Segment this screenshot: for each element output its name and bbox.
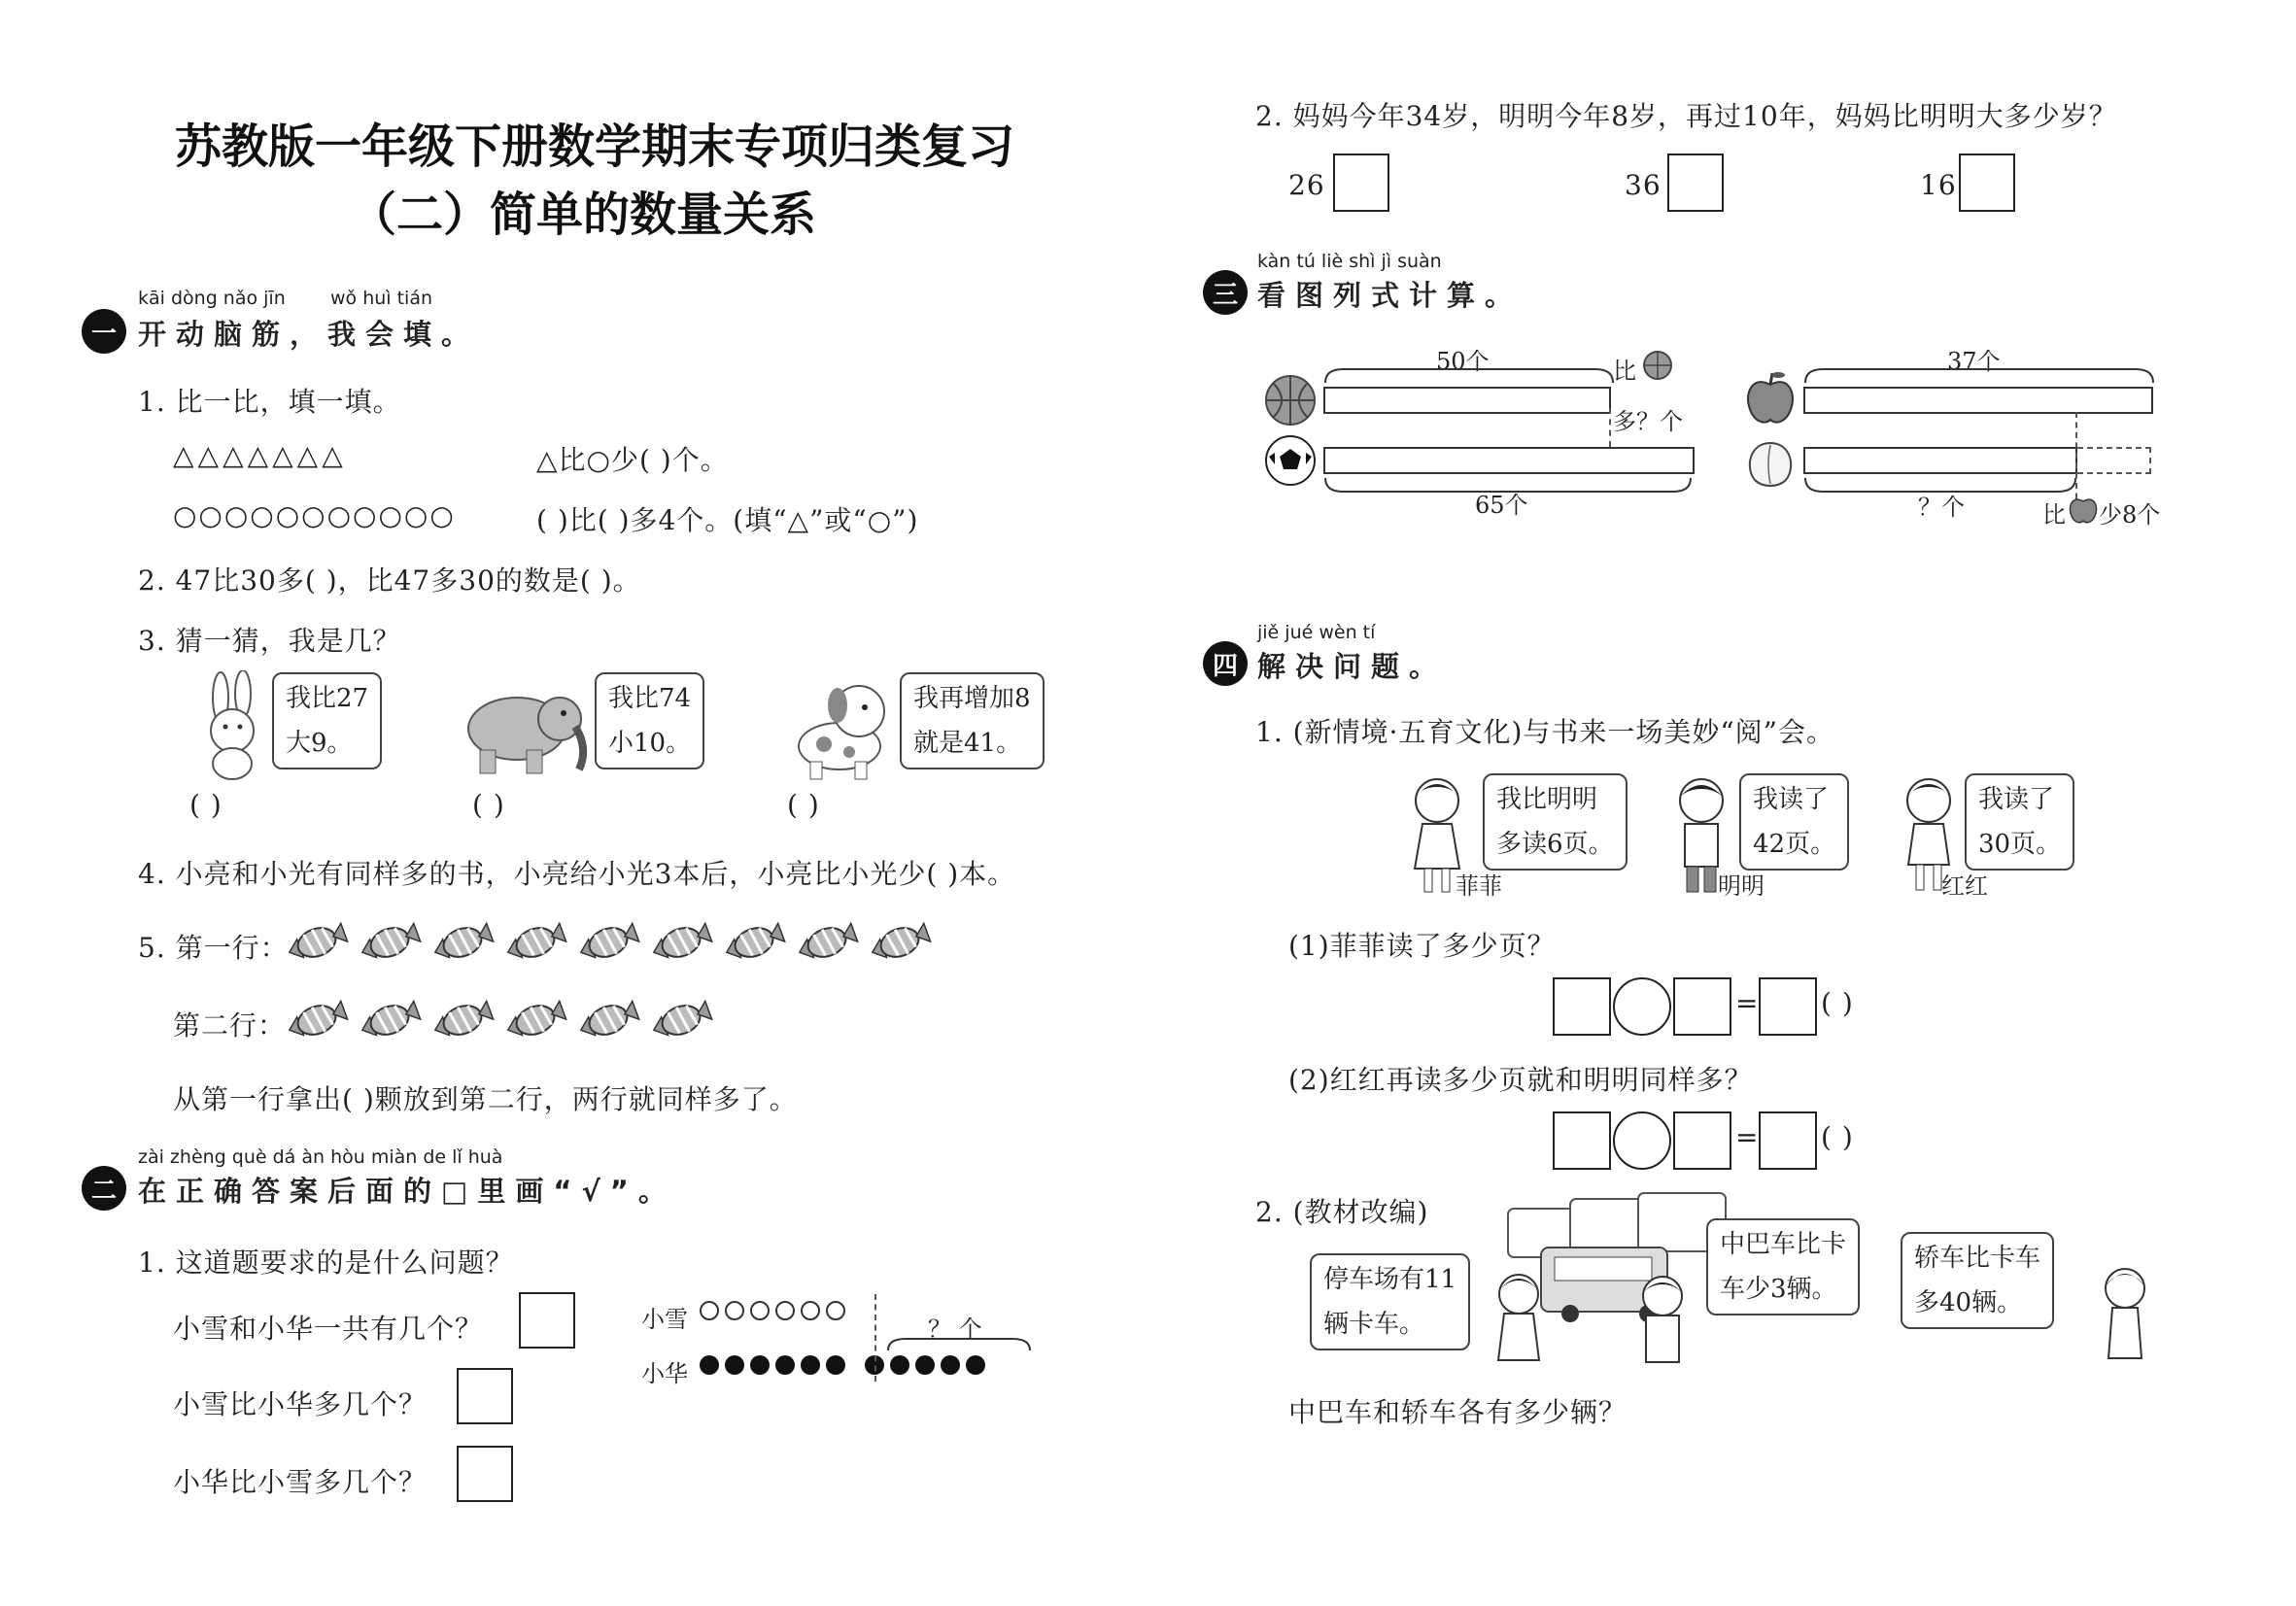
row2-candy-icon (646, 993, 716, 1051)
small-basketball-icon (1642, 350, 1673, 381)
right-q2-option-1: 26 (1288, 169, 1325, 201)
option-xue-more-checkbox[interactable] (457, 1368, 513, 1424)
hollow-circle-icon (826, 1301, 845, 1320)
sec3-badge: 三 (1203, 270, 1248, 315)
soccer-ball-count-label: 65个 (1475, 492, 1528, 519)
sec3-title: 看图列式计算。 (1257, 279, 1524, 312)
filled-circle-icon (915, 1355, 935, 1375)
feifei-name: 菲菲 (1456, 872, 1502, 900)
row1-candy-icon (500, 915, 570, 974)
hua-dots (700, 1354, 991, 1375)
apple-icon (1743, 369, 1798, 427)
elephant-speech-bubble: 我比74 小10。 (595, 672, 704, 769)
right-q2: 2. 妈妈今年34岁，明明今年8岁，再过10年，妈妈比明明大多少岁？ (1255, 100, 2117, 132)
sec2-title: 在正确答案后面的□里画“√”。 (138, 1175, 676, 1208)
eq2-operand-2-box[interactable] (1673, 1111, 1731, 1170)
filled-circle-icon (750, 1355, 770, 1375)
basketball-count-label: 50个 (1436, 348, 1490, 375)
elephant-answer-blank[interactable]: ( ) (472, 789, 505, 821)
apple-count-label: 37个 (1947, 348, 2001, 375)
eq1-equals: = (1735, 987, 1760, 1019)
row2-candy-icon (355, 993, 425, 1051)
sec2-badge: 二 (82, 1166, 126, 1211)
sec1-q2: 2. 47比30多( )，比47多30的数是( )。 (138, 564, 641, 597)
candy-row-1 (282, 915, 938, 974)
xue-dots (700, 1300, 851, 1320)
compare-text-right-2: 少8个 (2099, 501, 2161, 529)
soccer-ball-bar (1323, 447, 1695, 474)
row1-candy-icon (428, 915, 497, 974)
dog-illustration (777, 676, 904, 783)
sec1-pinyin-b: wǒ huì tián (330, 288, 433, 309)
row1-candy-icon (646, 915, 716, 974)
eq2-operand-1-box[interactable] (1553, 1111, 1611, 1170)
eq1-operator-circle[interactable] (1613, 977, 1671, 1036)
rabbit-speech-bubble: 我比27 大9。 (272, 672, 382, 769)
sec4-pinyin: jiě jué wèn tí (1257, 622, 1376, 643)
filled-circle-icon (700, 1355, 719, 1375)
honghong-name: 红红 (1941, 872, 1988, 900)
right-q2-option-2: 36 (1625, 169, 1662, 201)
triangle-row: △△△△△△△ (173, 439, 347, 471)
sec1-title: 开动脑筋，我会填。 (138, 318, 480, 351)
left-diff-marker (1609, 408, 1611, 447)
eq2-operator-circle[interactable] (1613, 1111, 1671, 1170)
hollow-circle-icon (725, 1301, 744, 1320)
basketball-icon (1263, 373, 1318, 427)
filled-circle-icon (941, 1355, 960, 1375)
sec1-q5-row2-label: 第二行： (173, 1009, 287, 1042)
sec1-q5-text: 从第一行拿出( )颗放到第二行，两行就同样多了。 (173, 1083, 798, 1115)
eq1-result-box[interactable] (1759, 977, 1817, 1036)
sec2-pinyin: zài zhèng què dá àn hòu miàn de lǐ huà (138, 1146, 503, 1168)
eq1-unit-blank[interactable]: ( ) (1821, 987, 1854, 1019)
hollow-circle-icon (700, 1301, 719, 1320)
right-q2-option-3: 16 (1920, 169, 1957, 201)
apple-bar (1803, 387, 2153, 414)
top-brace-right (1803, 363, 2155, 385)
car-speech-bubble: 轿车比卡车 多40辆。 (1901, 1232, 2054, 1329)
filled-circle-icon (775, 1355, 795, 1375)
honghong-speech-bubble: 我读了 30页。 (1965, 773, 2074, 871)
right-q2-option-2-box[interactable] (1667, 154, 1724, 212)
peach-missing-segment (2077, 447, 2151, 474)
hollow-circle-icon (801, 1301, 820, 1320)
row1-candy-icon (573, 915, 643, 974)
filled-circle-icon (966, 1355, 985, 1375)
peach-bar (1803, 447, 2077, 474)
filled-circle-icon (826, 1355, 845, 1375)
filled-circle-icon (890, 1355, 909, 1375)
elephant-illustration (459, 680, 595, 777)
option-total: 小雪和小华一共有几个？ (173, 1313, 484, 1345)
sec4-title: 解决问题。 (1257, 650, 1448, 683)
boy-figure (1632, 1269, 1693, 1366)
row1-candy-icon (282, 915, 352, 974)
sec1-badge: 一 (82, 309, 126, 354)
sec1-q5-row1-label: 5. 第一行： (138, 932, 289, 964)
sec1-q4: 4. 小亮和小光有同样多的书，小亮给小光3本后，小亮比小光少( )本。 (138, 858, 1016, 890)
filled-circle-icon (801, 1355, 820, 1375)
sec1-q1-a: △比○少( )个。 (536, 444, 729, 476)
trucks-speech-bubble: 停车场有11 辆卡车。 (1310, 1253, 1470, 1350)
minibus-speech-bubble: 中巴车比卡 车少3辆。 (1706, 1218, 1860, 1316)
row2-candy-icon (282, 993, 352, 1051)
eq2-result-box[interactable] (1759, 1111, 1817, 1170)
sec2-q1-label: 1. 这道题要求的是什么问题？ (138, 1247, 514, 1279)
compare-text-right-1: 比 (2042, 501, 2066, 529)
mingming-name: 明明 (1718, 872, 1765, 900)
option-xue-more: 小雪比小华多几个？ (173, 1388, 428, 1420)
basketball-bar (1323, 387, 1611, 414)
eq1-operand-2-box[interactable] (1673, 977, 1731, 1036)
sec4-q2: 2. (教材改编) (1255, 1196, 1429, 1228)
row2-candy-icon (500, 993, 570, 1051)
compare-text-left-1: 比 (1613, 358, 1636, 385)
soccer-ball-icon (1263, 433, 1318, 488)
row2-candy-icon (573, 993, 643, 1051)
eq1-operand-1-box[interactable] (1553, 977, 1611, 1036)
xue-label: 小雪 (641, 1306, 688, 1333)
sec1-pinyin-a: kāi dòng nǎo jīn (138, 288, 286, 309)
sec4-sub1: (1)菲菲读了多少页？ (1288, 930, 1556, 962)
option-hua-more-checkbox[interactable] (457, 1446, 513, 1502)
hollow-circle-icon (775, 1301, 795, 1320)
row1-candy-icon (719, 915, 789, 974)
rabbit-illustration (189, 670, 277, 782)
sec4-badge: 四 (1203, 641, 1248, 686)
sec1-q1-b: ( )比( )多4个。(填“△”或“○”) (536, 504, 919, 536)
girl-figure (1487, 1267, 1551, 1364)
option-total-checkbox[interactable] (519, 1292, 575, 1349)
row1-candy-icon (792, 915, 862, 974)
hua-label: 小华 (641, 1360, 688, 1387)
dog-speech-bubble: 我再增加8 就是41。 (900, 672, 1045, 769)
page-title: 苏教版一年级下册数学期末专项归类复习 (175, 120, 1015, 174)
sec3-pinyin: kàn tú liè shì jì suàn (1257, 251, 1442, 272)
candy-row-2 (282, 993, 719, 1051)
unknown-count-label: ？ 个 (928, 1316, 982, 1343)
sec4-q1: 1. (新情境·五育文化)与书来一场美妙“阅”会。 (1255, 716, 1834, 748)
woman-figure (2093, 1261, 2157, 1362)
feifei-speech-bubble: 我比明明 多读6页。 (1483, 773, 1628, 871)
right-q2-option-1-box[interactable] (1333, 154, 1389, 212)
sec1-q1-label: 1. 比一比，填一填。 (138, 386, 401, 418)
top-brace-left (1323, 363, 1615, 385)
page-subtitle: （二）简单的数量关系 (350, 188, 817, 242)
hollow-circle-icon (750, 1301, 770, 1320)
mingming-speech-bubble: 我读了 42页。 (1739, 773, 1849, 871)
peach-count-label: ？个 (1918, 494, 1965, 521)
circle-row: ○○○○○○○○○○○ (173, 499, 456, 531)
row1-candy-icon (355, 915, 425, 974)
right-q2-option-3-box[interactable] (1959, 154, 2015, 212)
eq2-equals: = (1735, 1121, 1760, 1153)
compare-text-left-2: 多？个 (1613, 408, 1683, 435)
row1-candy-icon (865, 915, 935, 974)
eq2-unit-blank[interactable]: ( ) (1821, 1121, 1854, 1153)
sec4-sub2: (2)红红再读多少页就和明明同样多？ (1288, 1064, 1753, 1096)
rabbit-answer-blank[interactable]: ( ) (189, 789, 223, 821)
small-apple-icon (2068, 492, 2099, 525)
dog-answer-blank[interactable]: ( ) (787, 789, 820, 821)
option-hua-more: 小华比小雪多几个？ (173, 1466, 428, 1498)
row2-candy-icon (428, 993, 497, 1051)
sec4-q2-question: 中巴车和轿车各有多少辆？ (1288, 1396, 1628, 1428)
unknown-brace (886, 1335, 1032, 1352)
filled-circle-icon (725, 1355, 744, 1375)
sec1-q3-label: 3. 猜一猜，我是几？ (138, 625, 401, 657)
compare-divider (874, 1294, 876, 1382)
peach-icon (1743, 435, 1798, 490)
